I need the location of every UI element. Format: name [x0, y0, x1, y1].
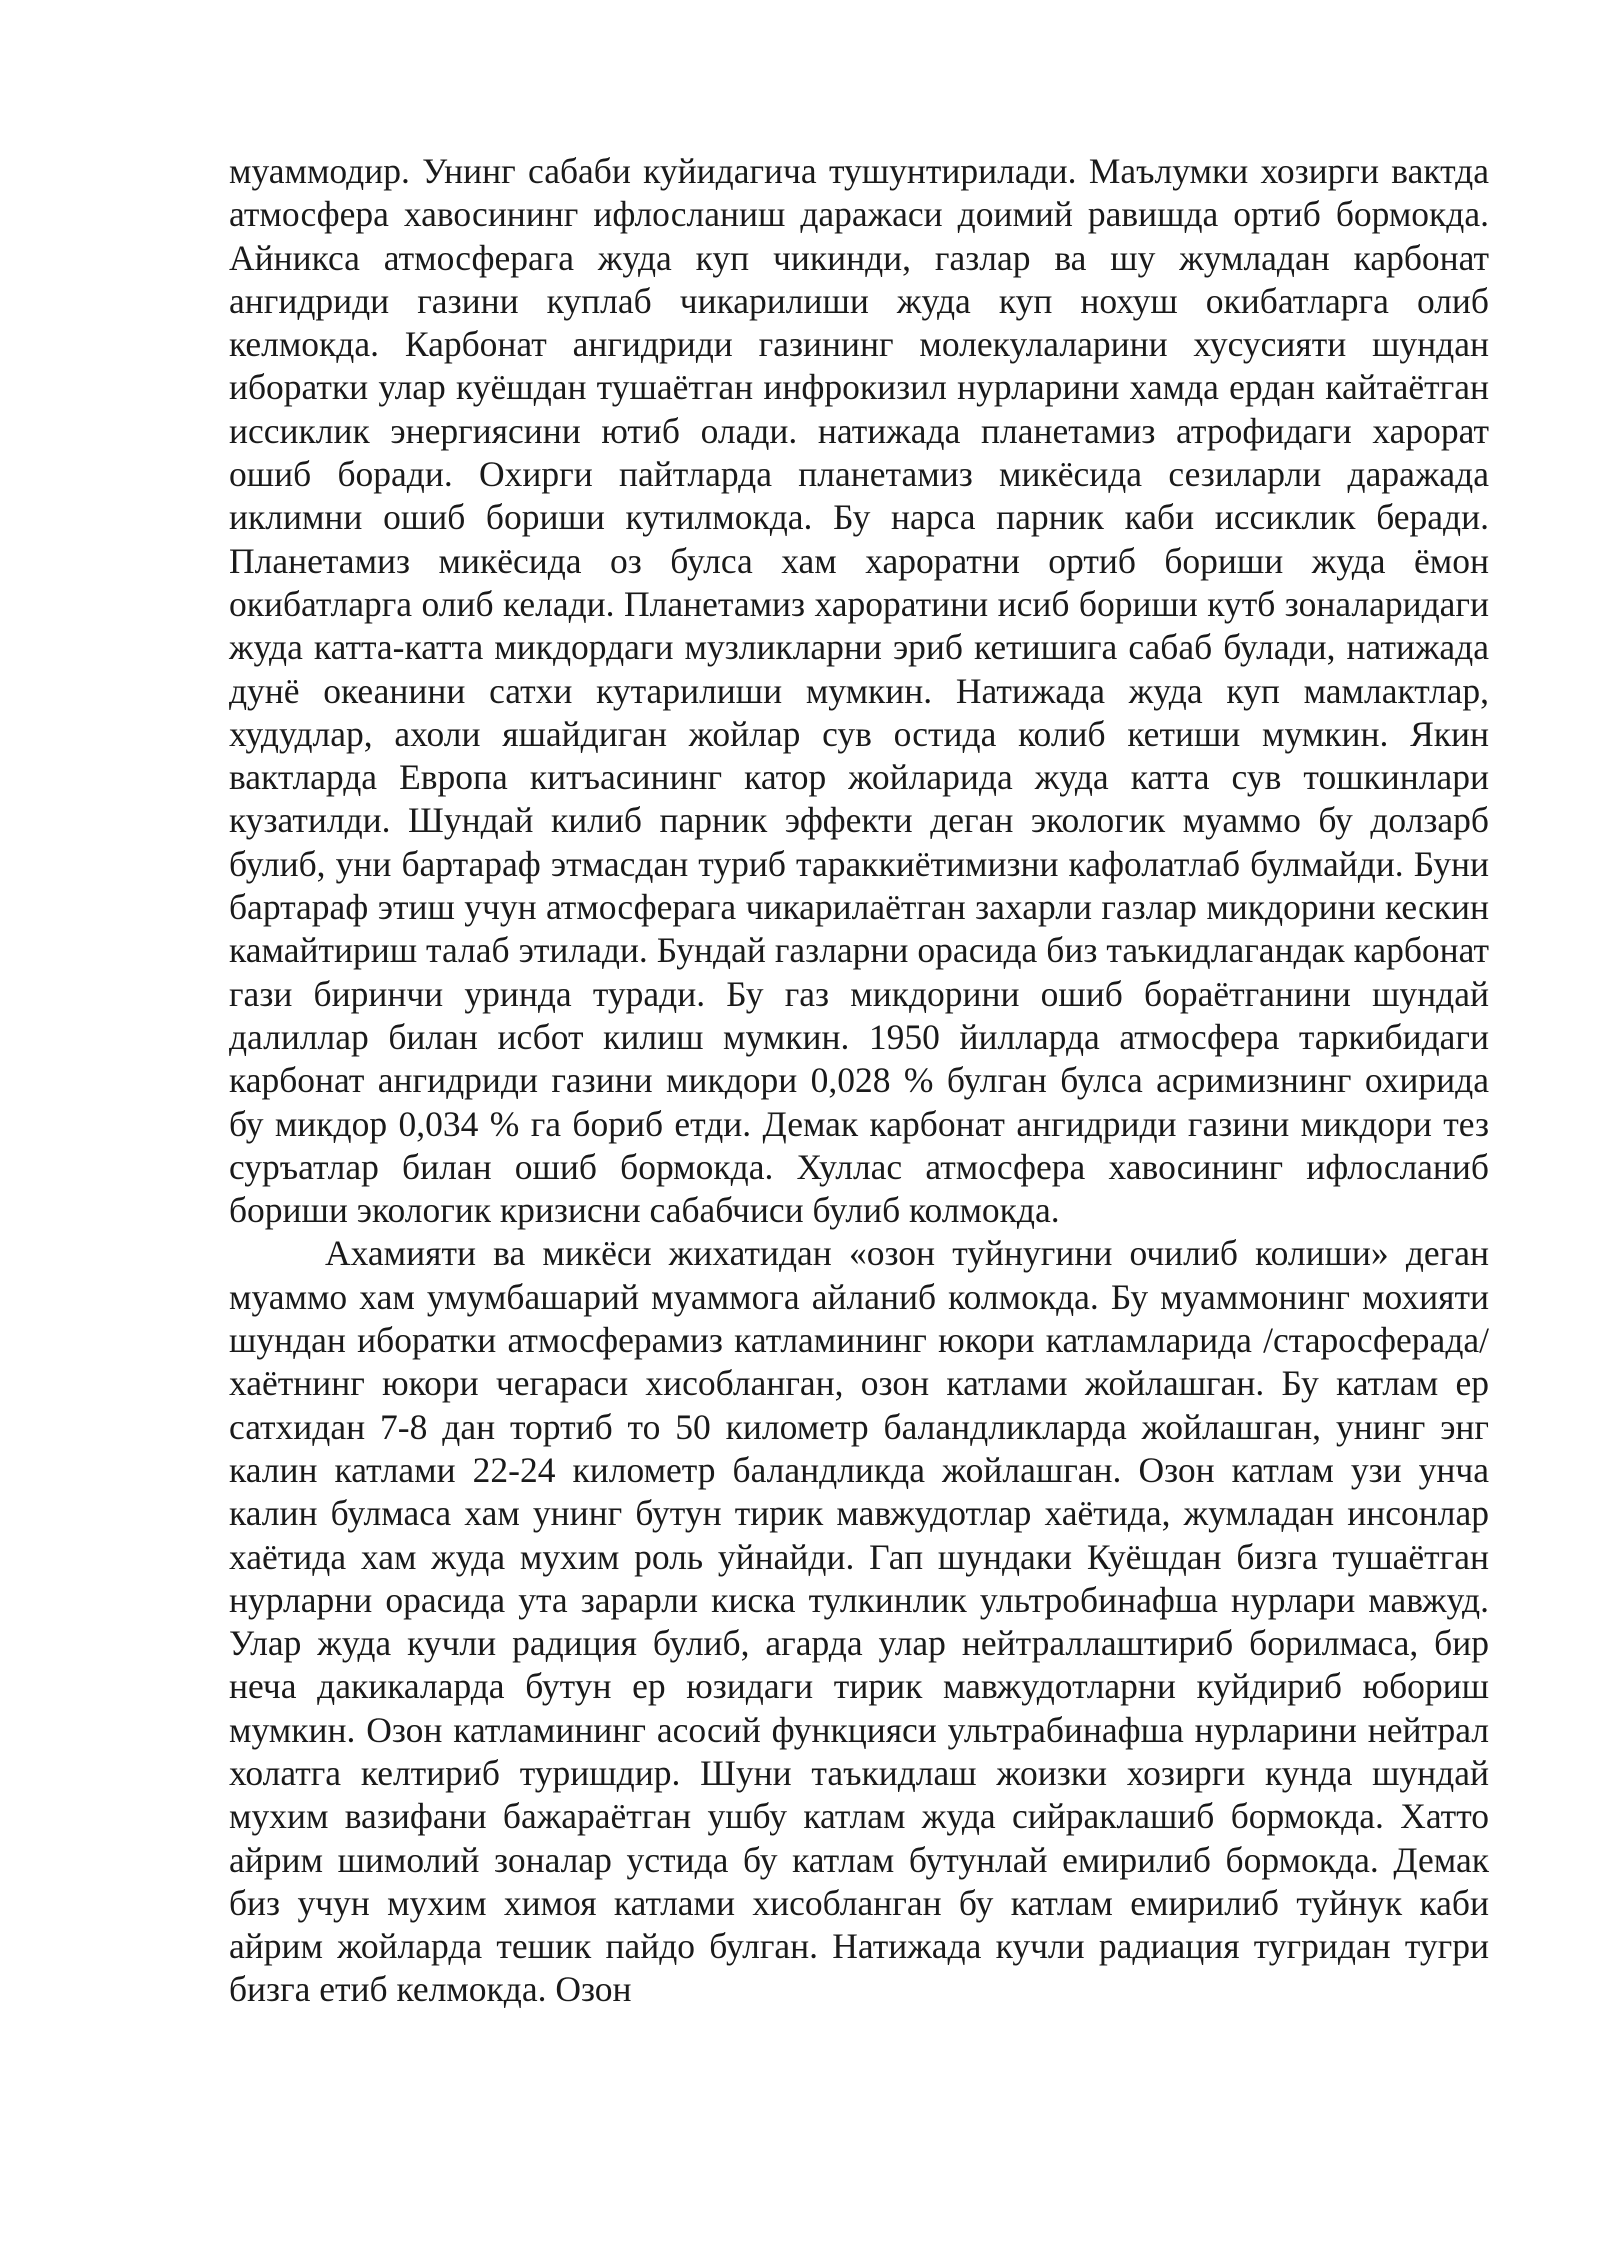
paragraph-ozone-hole: Ахамияти ва микёси жихатидан «озон туйнугини очилиб колиши» деган муаммо хам умумбашарий муаммога айланиб колмокда. Бу муаммонинг мохияти шундан иборатки атмосферамиз катламининг юкори катламларида /старосферада/ хаётнинг юкори чегараси хисобланган, озон катлами жойлашган. Бу катлам ер сатхидан 7-8 дан тортиб то 50 километр баландликларда жойлашган, унинг энг калин катлами 22-24 километр баландликда жойлашган. Озон катлам узи унча калин булмаса хам унинг бутун тирик мавжудотлар хаётида, жумладан инсонлар хаётида хам жуда мухим роль уйнайди. Гап шундаки Куёшдан бизга тушаётган нурларни орасида ута зарарли киска тулкинлик ультробинафша нурлари мавжуд. Улар жуда кучли радиция булиб, агарда улар нейтраллаштириб борилмаса, бир неча дакикаларда бутун ер юзидаги тирик мавжудотларни куйдириб юбориш мумкин. Озон катламининг асосий функцияси ультрабинафша нурларини нейтрал холатга келтириб туришдир. Шуни таъкидлаш жоизки хозирги кунда шундай мухим вазифани бажараётган ушбу катлам жуда сийраклашиб бормокда. Хатто айрим шимолий зоналар устида бу катлам бутунлай емирилиб бормокда. Демак биз учун мухим химоя катлами хисобланган бу катлам емирилиб туйнук каби айрим жойларда тешик пайдо булган. Натижада кучли радиация тугридан тугри бизга етиб келмокда. Озон [229, 1233, 1489, 2010]
document-body [229, 150, 1489, 2012]
paragraph-greenhouse-effect: муаммодир. Унинг сабаби куйидагича тушунтирилади. Маълумки хозирги вактда атмосфера хавосининг ифлосланиш даражаси доимий равишда ортиб бормокда. Айникса атмосферага жуда куп чикинди, газлар ва шу жумладан карбонат ангидриди газини куплаб чикарилиши жуда куп нохуш окибатларга олиб келмокда. Карбонат ангидриди газининг молекулаларини хусусияти шундан иборатки улар куёшдан тушаётган инфрокизил нурларини хамда ердан кайтаётган иссиклик энергиясини ютиб олади. натижада планетамиз атрофидаги харорат ошиб боради. Охирги пайтларда планетамиз микёсида сезиларли даражада иклимни ошиб бориши кутилмокда. Бу нарса парник каби иссиклик беради. Планетамиз микёсида оз булса хам хароратни ортиб бориши жуда ёмон окибатларга олиб келади. Планетамиз хароратини исиб бориши кутб зоналаридаги жуда катта-катта микдордаги музликларни эриб кетишига сабаб булади, натижада дунё океанини сатхи кутарилиши мумкин. Натижада жуда куп мамлактлар, худудлар, ахоли яшайдиган жойлар сув остида колиб кетиши мумкин. Якин вактларда Европа китъасининг катор жойларида жуда катта сув тошкинлари кузатилди. Шундай килиб парник эффекти деган экологик муаммо бу долзарб булиб, уни бартараф этмасдан туриб тараккиётимизни кафолатлаб булмайди. Буни бартараф этиш учун атмосферага чикарилаётган захарли газлар микдорини кескин камайтириш талаб этилади. Бундай газларни орасида биз таъкидлагандак карбонат гази биринчи уринда туради. Бу газ микдорини ошиб бораётганини шундай далиллар билан исбот килиш мумкин. 1950 йилларда атмосфера таркибидаги карбонат ангидриди газини микдори 0,028 % булган булса асримизнинг охирида бу микдор 0,034 % га бориб етди. Демак карбонат ангидриди газини микдори тез суръатлар билан ошиб бормокда. Хуллас атмосфера хавосининг ифлосланиб бориши экологик кризисни сабабчиси булиб колмокда. [229, 151, 1489, 1231]
